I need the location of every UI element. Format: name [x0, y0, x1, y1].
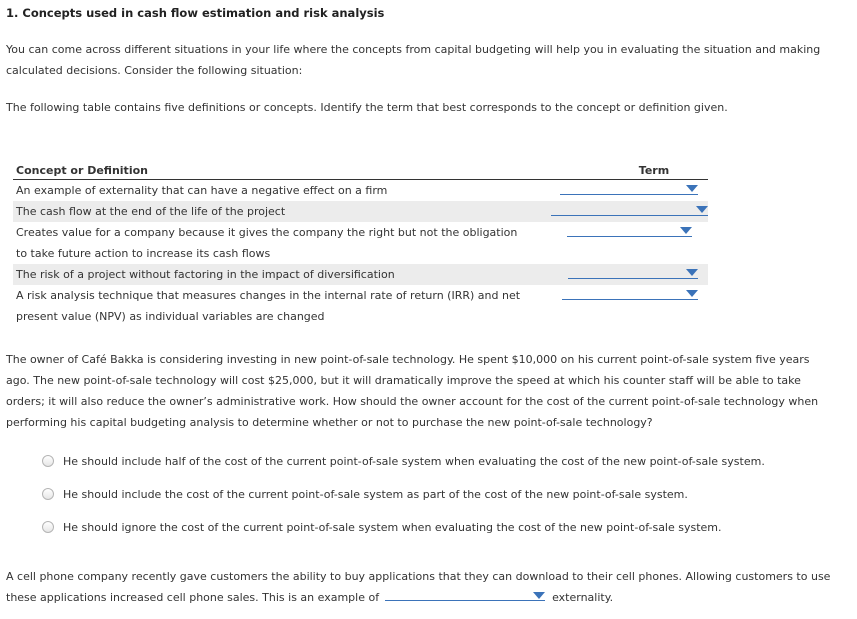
- term-dropdown[interactable]: [562, 287, 698, 300]
- page-title: 1. Concepts used in cash flow estimation and risk analysis: [6, 6, 385, 20]
- answer-option-label: He should include the cost of the current point-of-sale system as part of the cost of the new point-of-sale system.: [63, 488, 688, 501]
- term-dropdown[interactable]: [560, 182, 698, 195]
- table-intro-text: The following table contains five definitions or concepts. Identify the term that best corresponds to the concept or definition given.: [6, 101, 728, 114]
- concept-text: Creates value for a company because it gives the company the right but not the obligation to take future action to increase its cash flows: [16, 226, 518, 260]
- cell-phone-question: [6, 566, 836, 608]
- table-row: [13, 264, 708, 285]
- table-row: [13, 201, 708, 222]
- cell-phone-question-suffix: externality.: [552, 591, 614, 604]
- column-header-concept: Concept or Definition: [13, 161, 533, 180]
- chevron-down-icon: [686, 290, 698, 297]
- table-row: [13, 180, 708, 202]
- radio-button[interactable]: [42, 521, 54, 533]
- column-header-term: Term: [533, 161, 708, 180]
- chevron-down-icon: [680, 227, 692, 234]
- term-dropdown[interactable]: [568, 266, 698, 279]
- table-row: [13, 222, 708, 264]
- concept-table: [13, 161, 708, 327]
- concept-text: The risk of a project without factoring in the impact of diversification: [13, 264, 533, 285]
- table-row: [13, 285, 708, 327]
- radio-button[interactable]: [42, 455, 54, 467]
- chevron-down-icon: [696, 206, 708, 213]
- concept-text: An example of externality that can have a negative effect on a firm: [16, 184, 388, 197]
- question-text: The owner of Café Bakka is considering investing in new point-of-sale technology. He spent $10,000 on his current point-of-sale system five years ago. The new point-of-sale technology will cost $25,000, but it will dramatically improve the speed at which his counter staff will be able to take orders; it will also reduce the owner’s administrative work. How should the owner account for the cost of the current point-of-sale technology when performing his capital budgeting analysis to determine whether or not to purchase the new point-of-sale technology?: [6, 353, 819, 429]
- answer-option-label: He should ignore the cost of the current point-of-sale system when evaluating the cost of the new point-of-sale system.: [63, 521, 722, 534]
- chevron-down-icon: [686, 269, 698, 276]
- chevron-down-icon: [533, 592, 545, 599]
- externality-dropdown[interactable]: [385, 588, 545, 601]
- radio-button[interactable]: [42, 488, 54, 500]
- intro-text: You can come across different situations in your life where the concepts from capital budgeting will help you in evaluating the situation and making calculated decisions. Consider the following situation:: [6, 43, 821, 77]
- term-dropdown[interactable]: [551, 203, 708, 216]
- answer-option-label: He should include half of the cost of the current point-of-sale system when evaluating the cost of the new point-of-sale system.: [63, 455, 765, 468]
- concept-text: The cash flow at the end of the life of the project: [13, 201, 533, 222]
- concept-text: A risk analysis technique that measures changes in the internal rate of return (IRR) and net present value (NPV) as individual variables are changed: [16, 289, 521, 323]
- cell-phone-question-text: A cell phone company recently gave customers the ability to buy applications that they can download to their cell phones. Allowing customers to use these applications increased cell phone sales. This is an example of: [6, 570, 831, 604]
- term-dropdown[interactable]: [567, 224, 692, 237]
- chevron-down-icon: [686, 185, 698, 192]
